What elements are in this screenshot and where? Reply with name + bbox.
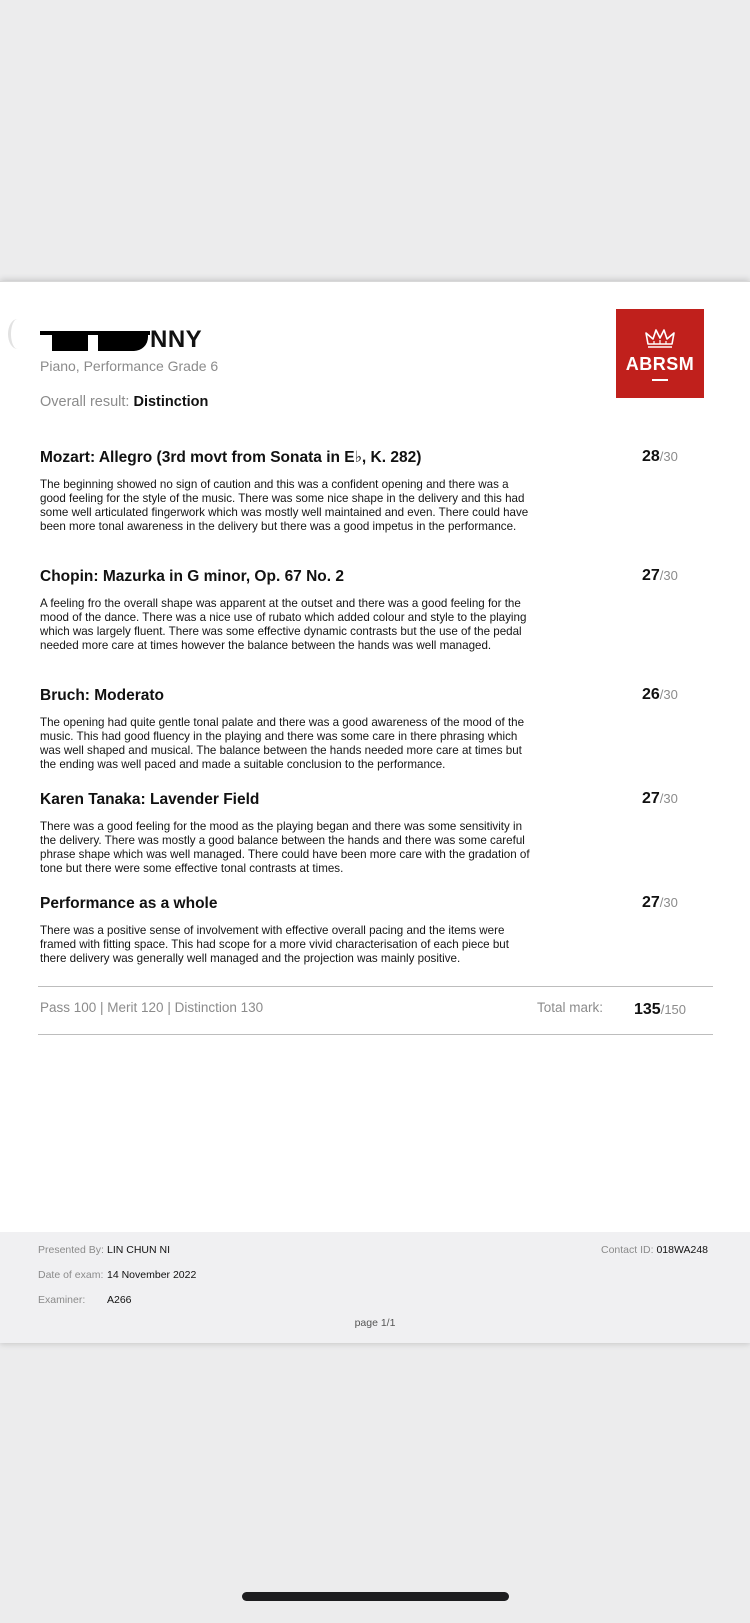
- score-out-of: /30: [659, 895, 678, 910]
- examiner-value: A266: [107, 1294, 132, 1306]
- item-comment: There was a good feeling for the mood as the playing began and there was some sensitivity in the delivery. There was mostly a good balance between the hands and there was some careful phrase shape which was well managed. There could have been more care with the gradation of tone but there were some effective tonal contrasts at times.: [40, 820, 530, 875]
- divider: [38, 1034, 713, 1035]
- redaction-ghost: [8, 319, 27, 349]
- item-score: [642, 790, 678, 808]
- contact-id: [601, 1244, 708, 1256]
- exam-date-label: Date of exam:: [38, 1269, 104, 1281]
- page-number: page 1/1: [354, 1317, 396, 1329]
- total-mark-label: Total mark:: [537, 1000, 604, 1015]
- divider: [38, 986, 713, 987]
- total-mark: [634, 1001, 686, 1019]
- assessment-item: [40, 790, 695, 876]
- assessment-item: [40, 686, 695, 772]
- item-comment: The beginning showed no sign of caution and this was a confident opening and there was a good feeling for the style of the music. There was some nice shape in the delivery and this had some well articulated fingerwork which was mostly well maintained and even. There could have been more tonal awareness in the delivery but there was a good impetus in the performance.: [40, 478, 529, 533]
- contact-id-value: 018WA248: [656, 1244, 708, 1256]
- overall-result-value: Distinction: [133, 394, 209, 410]
- candidate-name: NNY: [150, 326, 203, 353]
- assessment-item: [40, 894, 695, 966]
- grade-thresholds: Pass 100 | Merit 120 | Distinction 130: [40, 1000, 264, 1015]
- home-indicator[interactable]: [242, 1592, 509, 1601]
- score-value: 28: [642, 448, 660, 465]
- score-value: 26: [642, 686, 660, 703]
- total-mark-value: 135: [634, 1001, 661, 1018]
- score-value: 27: [642, 894, 660, 911]
- exam-date-value: 14 November 2022: [107, 1269, 197, 1281]
- overall-result: [40, 394, 208, 410]
- score-out-of: /30: [659, 568, 678, 583]
- score-value: 27: [642, 790, 660, 807]
- item-title: Karen Tanaka: Lavender Field: [40, 791, 260, 808]
- item-comment: The opening had quite gentle tonal palate and there was a good awareness of the mood of the music. This had good fluency in the playing and there was some care in there phrasing which was well shaped and musical. The balance between the hands needed more care at times but the ending was well paced and made a suitable conclusion to the performance.: [40, 716, 525, 771]
- item-comment: A feeling fro the overall shape was apparent at the outset and there was a good feeling for the mood of the dance. There was a nice use of rubato which added colour and style to the playing which was largely fluent. There was some effective dynamic contrasts but the use of the pedal needed more care at times however the balance between the hands was well managed.: [40, 597, 527, 652]
- score-out-of: /30: [659, 687, 678, 702]
- score-out-of: /30: [659, 449, 678, 464]
- exam-subject: Piano, Performance Grade 6: [40, 358, 219, 374]
- item-comment: There was a positive sense of involvement with effective overall pacing and the items were framed with fitting space. This had scope for a more vivid characterisation of each piece but there delivery was generally well managed and the projection was mainly positive.: [40, 924, 509, 965]
- name-redaction: [98, 335, 148, 351]
- assessment-item: [40, 448, 695, 534]
- report-footer: [0, 1232, 750, 1343]
- presented-by-value: LIN CHUN NI: [107, 1244, 171, 1256]
- score-value: 27: [642, 567, 660, 584]
- total-mark-out-of: /150: [660, 1002, 687, 1017]
- abrsm-logo-text: ABRSM: [625, 354, 695, 374]
- item-title: Bruch: Moderato: [40, 687, 164, 704]
- item-score: [642, 686, 678, 704]
- item-score: [642, 567, 678, 585]
- item-title: Performance as a whole: [40, 895, 218, 912]
- abrsm-logo: [616, 309, 704, 398]
- exam-report-page: [0, 281, 750, 1343]
- overall-result-label: Overall result:: [40, 394, 130, 410]
- item-score: [642, 448, 678, 466]
- item-title: Chopin: Mazurka in G minor, Op. 67 No. 2: [40, 568, 345, 585]
- name-redaction: [52, 335, 88, 351]
- item-title: Mozart: Allegro (3rd movt from Sonata in E♭, K. 282): [40, 449, 422, 466]
- examiner-label: Examiner:: [38, 1294, 86, 1306]
- assessment-item: [40, 567, 695, 653]
- contact-id-label: Contact ID:: [600, 1244, 654, 1256]
- presented-by-label: Presented By:: [38, 1244, 104, 1256]
- item-score: [642, 894, 678, 912]
- score-out-of: /30: [659, 791, 678, 806]
- logo-underline: [652, 379, 668, 381]
- crown-icon: [645, 328, 675, 350]
